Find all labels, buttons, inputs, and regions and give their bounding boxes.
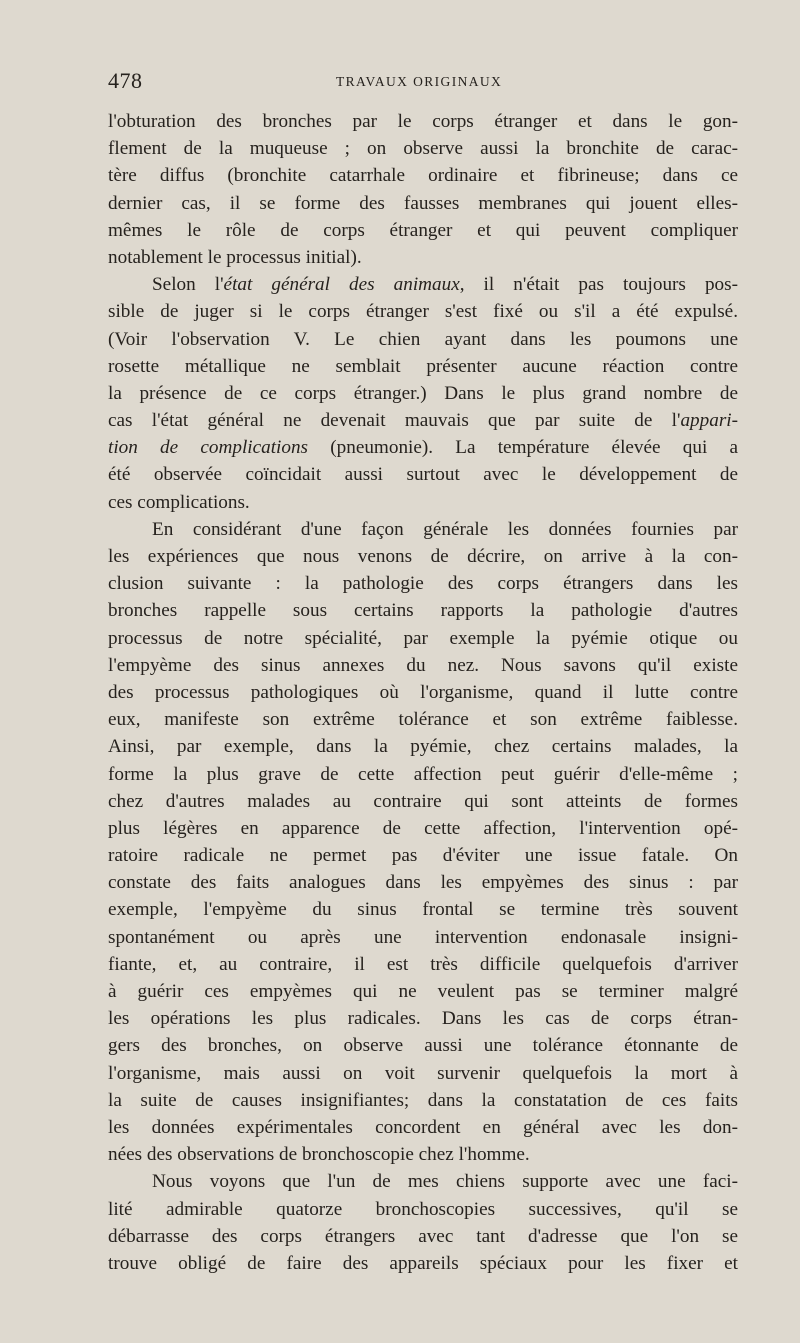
text-line: lité admirable quatorze bronchoscopies successives, qu'il se bbox=[108, 1198, 738, 1220]
text-line: nées des observations de bronchoscopie chez l'homme. bbox=[108, 1144, 530, 1166]
text-line: l'obturation des bronches par le corps étranger et dans le gon- bbox=[108, 111, 738, 132]
text-line: clusion suivante : la pathologie des corps étrangers dans les bbox=[108, 573, 738, 595]
text-line: à guérir ces empyèmes qui ne veulent pas se terminer malgré bbox=[108, 981, 738, 1002]
text-line bbox=[108, 407, 738, 434]
text-line: Ainsi, par exemple, dans la pyémie, chez certains malades, la bbox=[108, 736, 738, 758]
italic-text: état général des animaux bbox=[223, 274, 460, 296]
text-line: bronches rappelle sous certains rapports la pathologie d'autres bbox=[108, 600, 738, 622]
page-header bbox=[108, 68, 738, 98]
running-head: TRAVAUX ORIGINAUX bbox=[336, 74, 503, 89]
text-line: ces complications. bbox=[108, 491, 250, 513]
line-text: cas l'état général ne devenait mauvais que par suite de l' bbox=[108, 410, 681, 432]
text-line: gers des bronches, on observe aussi une tolérance étonnante de bbox=[108, 1035, 738, 1057]
text-line: Nous voyons que l'un de mes chiens supporte avec une faci- bbox=[152, 1171, 738, 1193]
italic-text: tion de complications bbox=[108, 437, 309, 459]
text-line: eux, manifeste son extrême tolérance et son extrême faiblesse. bbox=[108, 709, 738, 731]
line-text: (pneumonie). La température élevée qui a bbox=[308, 437, 738, 459]
text-line: été observée coïncidait aussi surtout avec le développement de bbox=[108, 464, 738, 486]
line-text: Selon l' bbox=[152, 274, 224, 296]
text-line: spontanément ou après une intervention endonasale insigni- bbox=[108, 926, 738, 948]
text-line: trouve obligé de faire des appareils spéciaux pour les fixer et bbox=[108, 1252, 738, 1274]
text-line: chez d'autres malades au contraire qui sont atteints de formes bbox=[108, 790, 738, 812]
text-line: En considérant d'une façon générale les données fournies par bbox=[152, 518, 738, 540]
text-line bbox=[108, 271, 738, 298]
text-line: (Voir l'observation V. Le chien ayant dans les poumons une bbox=[108, 328, 738, 350]
text-line: notablement le processus initial). bbox=[108, 246, 362, 268]
line-text: , il n'était pas toujours pos- bbox=[459, 274, 738, 296]
text-line: constate des faits analogues dans les empyèmes des sinus : par bbox=[108, 872, 738, 894]
text-line: fiante, et, au contraire, il est très difficile quelquefois d'arriver bbox=[108, 953, 738, 975]
text-line: sible de juger si le corps étranger s'est fixé ou s'il a été expulsé. bbox=[108, 301, 738, 323]
text-line: débarrasse des corps étrangers avec tant d'adresse que l'on se bbox=[108, 1225, 738, 1247]
text-line: tère diffus (bronchite catarrhale ordinaire et fibrineuse; dans ce bbox=[108, 165, 738, 187]
text-line: flement de la muqueuse ; on observe aussi la bronchite de carac- bbox=[108, 138, 738, 160]
text-line: ratoire radicale ne permet pas d'éviter une issue fatale. On bbox=[108, 845, 738, 867]
body-text bbox=[108, 108, 738, 1277]
text-line: des processus pathologiques où l'organisme, quand il lutte contre bbox=[108, 681, 738, 703]
italic-text: appari- bbox=[680, 410, 738, 432]
text-line: la présence de ce corps étranger.) Dans le plus grand nombre de bbox=[108, 382, 738, 404]
text-line: plus légères en apparence de cette affection, l'intervention opé- bbox=[108, 817, 738, 839]
text-line: exemple, l'empyème du sinus frontal se termine très souvent bbox=[108, 899, 738, 921]
text-line: processus de notre spécialité, par exemple la pyémie otique ou bbox=[108, 627, 738, 649]
text-line: l'empyème des sinus annexes du nez. Nous savons qu'il existe bbox=[108, 654, 738, 676]
text-line: rosette métallique ne semblait présenter aucune réaction contre bbox=[108, 355, 738, 377]
text-line: les opérations les plus radicales. Dans les cas de corps étran- bbox=[108, 1008, 738, 1030]
text-line bbox=[108, 434, 738, 461]
text-line: l'organisme, mais aussi on voit survenir quelquefois la mort à bbox=[108, 1062, 738, 1084]
page-number: 478 bbox=[108, 68, 143, 93]
text-line: dernier cas, il se forme des fausses membranes qui jouent elles- bbox=[108, 192, 738, 214]
text-line: mêmes le rôle de corps étranger et qui peuvent compliquer bbox=[108, 219, 738, 241]
text-line: la suite de causes insignifiantes; dans la constatation de ces faits bbox=[108, 1089, 738, 1111]
text-line: forme la plus grave de cette affection peut guérir d'elle-même ; bbox=[108, 763, 738, 785]
text-line: les expériences que nous venons de décrire, on arrive à la con- bbox=[108, 546, 738, 567]
text-line: les données expérimentales concordent en général avec les don- bbox=[108, 1116, 738, 1138]
